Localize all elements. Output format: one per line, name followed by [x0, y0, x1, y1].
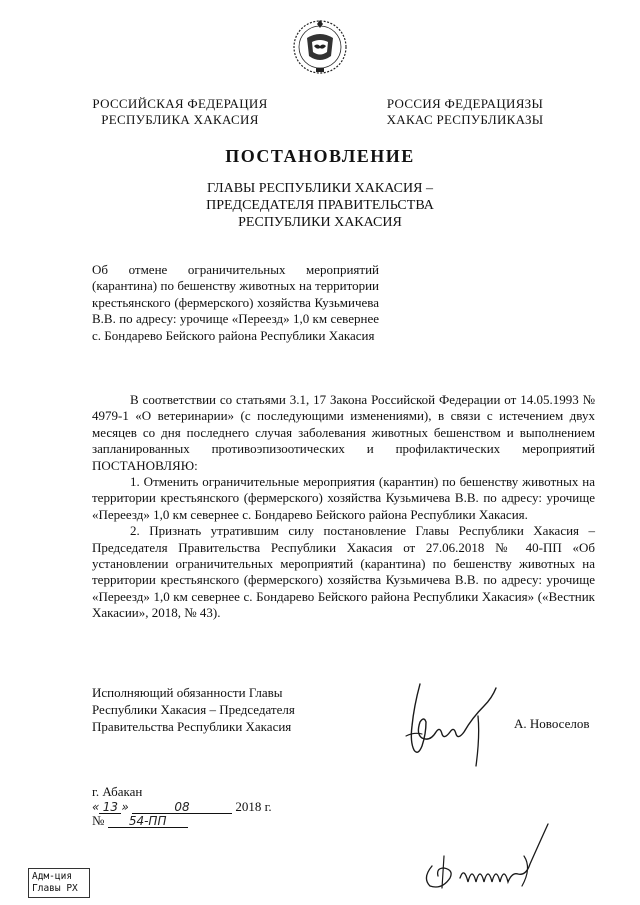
document-body: [92, 392, 595, 622]
coat-of-arms-emblem: [290, 16, 350, 76]
signer-position-line2: Республики Хакасия – Председателя: [92, 702, 295, 717]
header-left: [92, 96, 268, 128]
issuer-line2: ПРЕДСЕДАТЕЛЯ ПРАВИТЕЛЬСТВА: [206, 198, 434, 213]
issuer-line1: ГЛАВЫ РЕСПУБЛИКИ ХАКАСИЯ –: [207, 181, 433, 196]
document-subject: Об отмене ограничительных мероприятий (карантина) по бешенству животных на территории крестьянского (фермерского) хозяйства Кузьмичева В.В. по адресу: урочище «Переезд» 1,0 км севернее с. Бондарево Бейского района Республики Хакасия: [92, 262, 379, 343]
header-right: [380, 96, 550, 128]
date-year: 2018 г.: [235, 799, 272, 814]
header-left-line1: РОССИЙСКАЯ ФЕДЕРАЦИЯ: [92, 96, 268, 111]
number-prefix: №: [92, 813, 105, 828]
paragraph-intro: В соответствии со статьями 3.1, 17 Закона Российской Федерации от 14.05.1993 № 4979-1 «О ветеринарии» (с последующими изменениями), в связи с истечением двух месяцев со дня последнего случая заболевания животных бешенством и выполнением запланированных противоэпизоотических и профилактических мероприятий ПОСТАНОВЛЯЮ:: [92, 392, 595, 473]
paragraph-item-1: 1. Отменить ограничительные мероприятия (карантин) по бешенству животных на территории крестьянского (фермерского) хозяйства Кузьмичева В.В. по адресу: урочище «Переезд» 1,0 км севернее с. Бондарево Бейского района Республики Хакасия.: [92, 474, 595, 522]
document-number: [92, 813, 188, 829]
stamp-line1: Адм-ция: [32, 871, 73, 882]
handwritten-initials: [414, 816, 564, 896]
stamp-line2: Главы РХ: [32, 883, 78, 894]
document-title: ПОСТАНОВЛЕНИЕ: [225, 146, 415, 166]
signer-position-line1: Исполняющий обязанности Главы: [92, 685, 283, 700]
signer-position-line3: Правительства Республики Хакасия: [92, 719, 292, 734]
issuer-block: [0, 180, 640, 231]
header-left-line2: РЕСПУБЛИКА ХАКАСИЯ: [101, 112, 259, 127]
issuer-line3: РЕСПУБЛИКИ ХАКАСИЯ: [238, 215, 402, 230]
signer-position: [92, 684, 332, 735]
date-month: 08: [132, 801, 232, 814]
registration-stamp: [28, 868, 90, 898]
document-city: г. Абакан: [92, 784, 143, 799]
number-value: 54-ПП: [108, 815, 188, 828]
date-day: 13: [99, 801, 121, 814]
header-right-line2: ХАКАС РЕСПУБЛИКАЗЫ: [386, 112, 544, 127]
signer-name: А. Новоселов: [514, 716, 590, 731]
date-close-quote: »: [121, 800, 129, 814]
date-open-quote: «: [92, 800, 100, 814]
paragraph-item-2: 2. Признать утратившим силу постановление Главы Республики Хакасия – Председателя Правительства Республики Хакасия от 27.06.2018 № 40-ПП «Об установлении ограничительных мероприятий (карантина) по бешенству животных на территории крестьянского (фермерского) хозяйства Кузьмичева В.В. по адресу: урочище «Переезд» 1,0 км севернее с. Бондарево Бейского района Республики Хакасия» («Вестник Хакасии», 2018, № 43).: [92, 523, 595, 621]
handwritten-signature: [392, 676, 512, 772]
header-right-line1: РОССИЯ ФЕДЕРАЦИЯЗЫ: [386, 96, 544, 111]
